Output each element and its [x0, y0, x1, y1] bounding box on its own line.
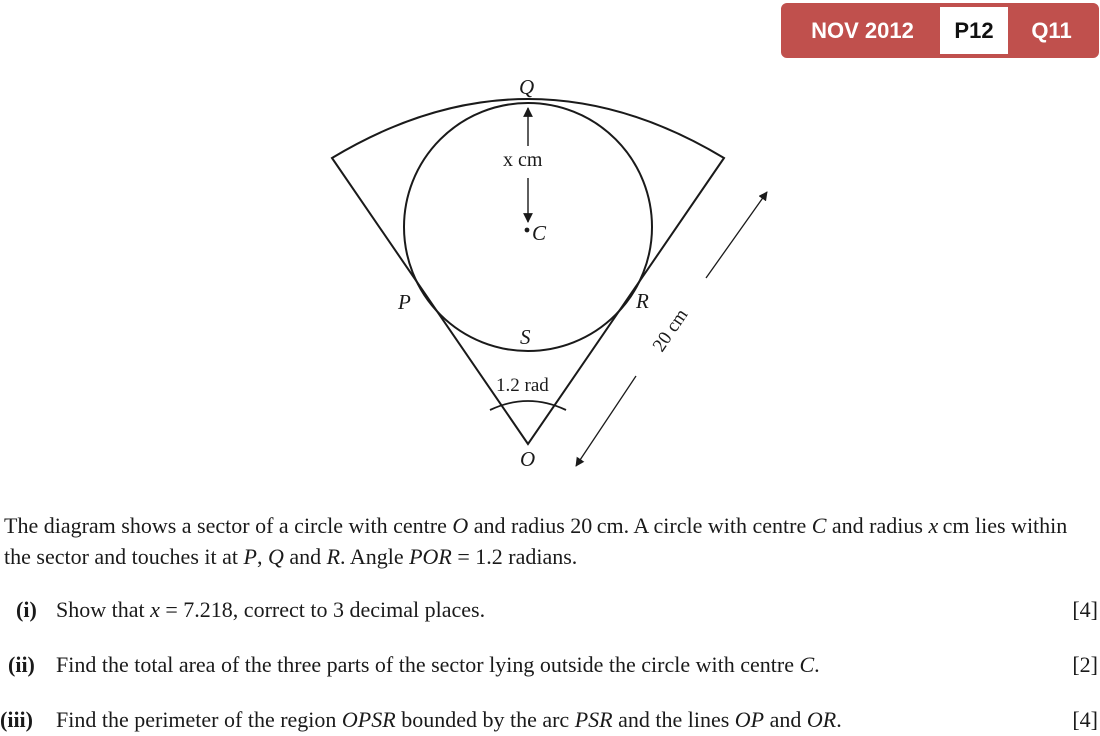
- math-variable: P: [243, 544, 257, 569]
- math-variable: C: [811, 513, 827, 538]
- question-part-iii: [0, 705, 1100, 735]
- math-variable: O: [452, 513, 469, 538]
- part-marks: [4]: [1072, 597, 1098, 622]
- part-text: Show that x = 7.218, correct to 3 decimal places.: [56, 597, 486, 622]
- part-number: (iii): [0, 707, 33, 732]
- part-text: Find the total area of the three parts of the sector lying outside the circle with centre C.: [56, 652, 820, 677]
- question-part-ii: [0, 650, 1100, 680]
- math-variable: Q: [267, 544, 284, 569]
- part-number: (i): [16, 597, 37, 622]
- part-text: Find the perimeter of the region OPSR bounded by the arc PSR and the lines OP and OR.: [56, 707, 842, 732]
- question-label: Q11: [1008, 7, 1095, 54]
- paper-label: P12: [940, 7, 1008, 54]
- math-variable: R: [326, 544, 341, 569]
- part-number: (ii): [8, 652, 35, 677]
- math-variable: OR: [806, 707, 837, 732]
- label-x-cm: x cm: [503, 149, 543, 171]
- question-part-i: [0, 595, 1100, 625]
- question-intro: The diagram shows a sector of a circle with centre O and radius 20 cm. A circle with centre C and radius x cm lies within the sector and touches it at P, Q and R. Angle POR = 1.2 radians.: [4, 513, 1068, 569]
- label-s: S: [520, 325, 531, 349]
- centre-point: [525, 228, 530, 233]
- radius-arrow-upper: [706, 192, 767, 278]
- math-variable: OP: [734, 707, 765, 732]
- session-label: NOV 2012: [785, 7, 940, 54]
- math-variable: C: [799, 652, 815, 677]
- math-variable: PSR: [574, 707, 613, 732]
- label-r: R: [636, 289, 649, 313]
- part-marks: [4]: [1072, 707, 1098, 732]
- label-angle: 1.2 rad: [496, 375, 549, 396]
- part-marks: [2]: [1072, 652, 1098, 677]
- math-variable: x: [150, 597, 160, 622]
- math-variable: POR: [409, 544, 452, 569]
- math-variable: OPSR: [341, 707, 396, 732]
- label-q: Q: [519, 75, 535, 99]
- label-o: O: [520, 447, 536, 471]
- angle-arc: [490, 401, 566, 410]
- label-radius: 20 cm: [648, 305, 693, 356]
- radius-arrow-lower: [576, 376, 636, 466]
- math-variable: x: [928, 513, 939, 538]
- label-c: C: [532, 221, 547, 245]
- label-p: P: [398, 290, 411, 314]
